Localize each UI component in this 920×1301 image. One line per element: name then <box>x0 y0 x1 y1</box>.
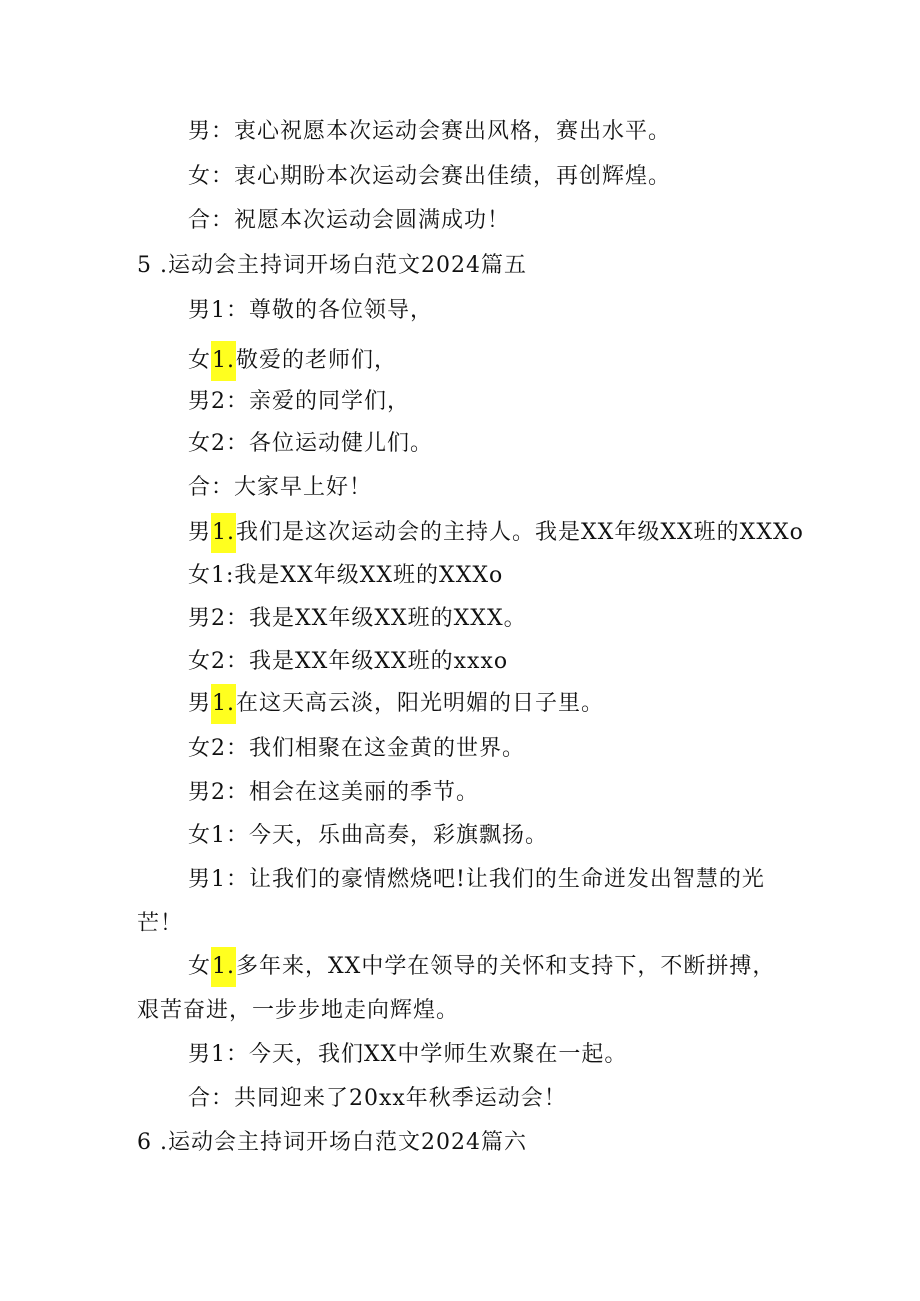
speaker-label: 女 <box>188 348 212 373</box>
text-line: 男2：我是XX年级XX班的XXX。 <box>188 606 527 631</box>
highlight-mark: 1. <box>211 513 236 553</box>
speaker-label: 男 <box>188 520 212 545</box>
text-line: 女：衷心期盼本次运动会赛出佳绩，再创辉煌。 <box>188 164 672 189</box>
section-heading: 5 .运动会主持词开场白范文2024篇五 <box>137 253 527 278</box>
highlight-mark: 1. <box>211 947 236 987</box>
text-line <box>188 341 397 381</box>
text-line: 女2：我们相聚在这金黄的世界。 <box>188 736 525 761</box>
text-line: 男2：相会在这美丽的季节。 <box>188 780 479 805</box>
text-line: 女2：各位运动健儿们。 <box>188 431 433 456</box>
text-line <box>188 684 604 724</box>
text-line: 女2：我是XX年级XX班的xxxo <box>188 649 509 674</box>
text-line <box>188 947 775 987</box>
text-line: 合：大家早上好！ <box>188 475 373 500</box>
line-text: 敬爱的老师们， <box>236 348 398 373</box>
text-line: 合：祝愿本次运动会圆满成功！ <box>188 208 511 233</box>
text-line: 男1：让我们的豪情燃烧吧!让我们的生命迸发出智慧的光 <box>188 867 765 892</box>
section-heading: 6 .运动会主持词开场白范文2024篇六 <box>137 1130 527 1155</box>
speaker-label: 女 <box>188 954 212 979</box>
highlight-mark: 1. <box>211 684 236 724</box>
text-line: 女1:我是XX年级XX班的XXXo <box>188 563 504 588</box>
text-line: 男：衷心祝愿本次运动会赛出风格，赛出水平。 <box>188 119 672 144</box>
text-line: 男2：亲爱的同学们， <box>188 389 410 414</box>
highlight-mark: 1. <box>211 341 236 381</box>
text-line: 男1：今天，我们XX中学师生欢聚在一起。 <box>188 1042 628 1067</box>
text-line: 芒！ <box>137 911 184 936</box>
line-text: 多年来，XX中学在领导的关怀和支持下，不断拼搏， <box>236 954 776 979</box>
line-text: 在这天高云淡，阳光明媚的日子里。 <box>236 691 605 716</box>
text-line: 艰苦奋进，一步步地走向辉煌。 <box>137 998 460 1023</box>
text-line <box>188 513 804 553</box>
text-line: 女1：今天，乐曲高奏，彩旗飘扬。 <box>188 823 548 848</box>
text-line: 合：共同迎来了20xx年秋季运动会！ <box>188 1086 567 1111</box>
line-text: 我们是这次运动会的主持人。我是XX年级XX班的XXXo <box>236 520 804 545</box>
speaker-label: 男 <box>188 691 212 716</box>
text-line: 男1：尊敬的各位领导， <box>188 298 433 323</box>
